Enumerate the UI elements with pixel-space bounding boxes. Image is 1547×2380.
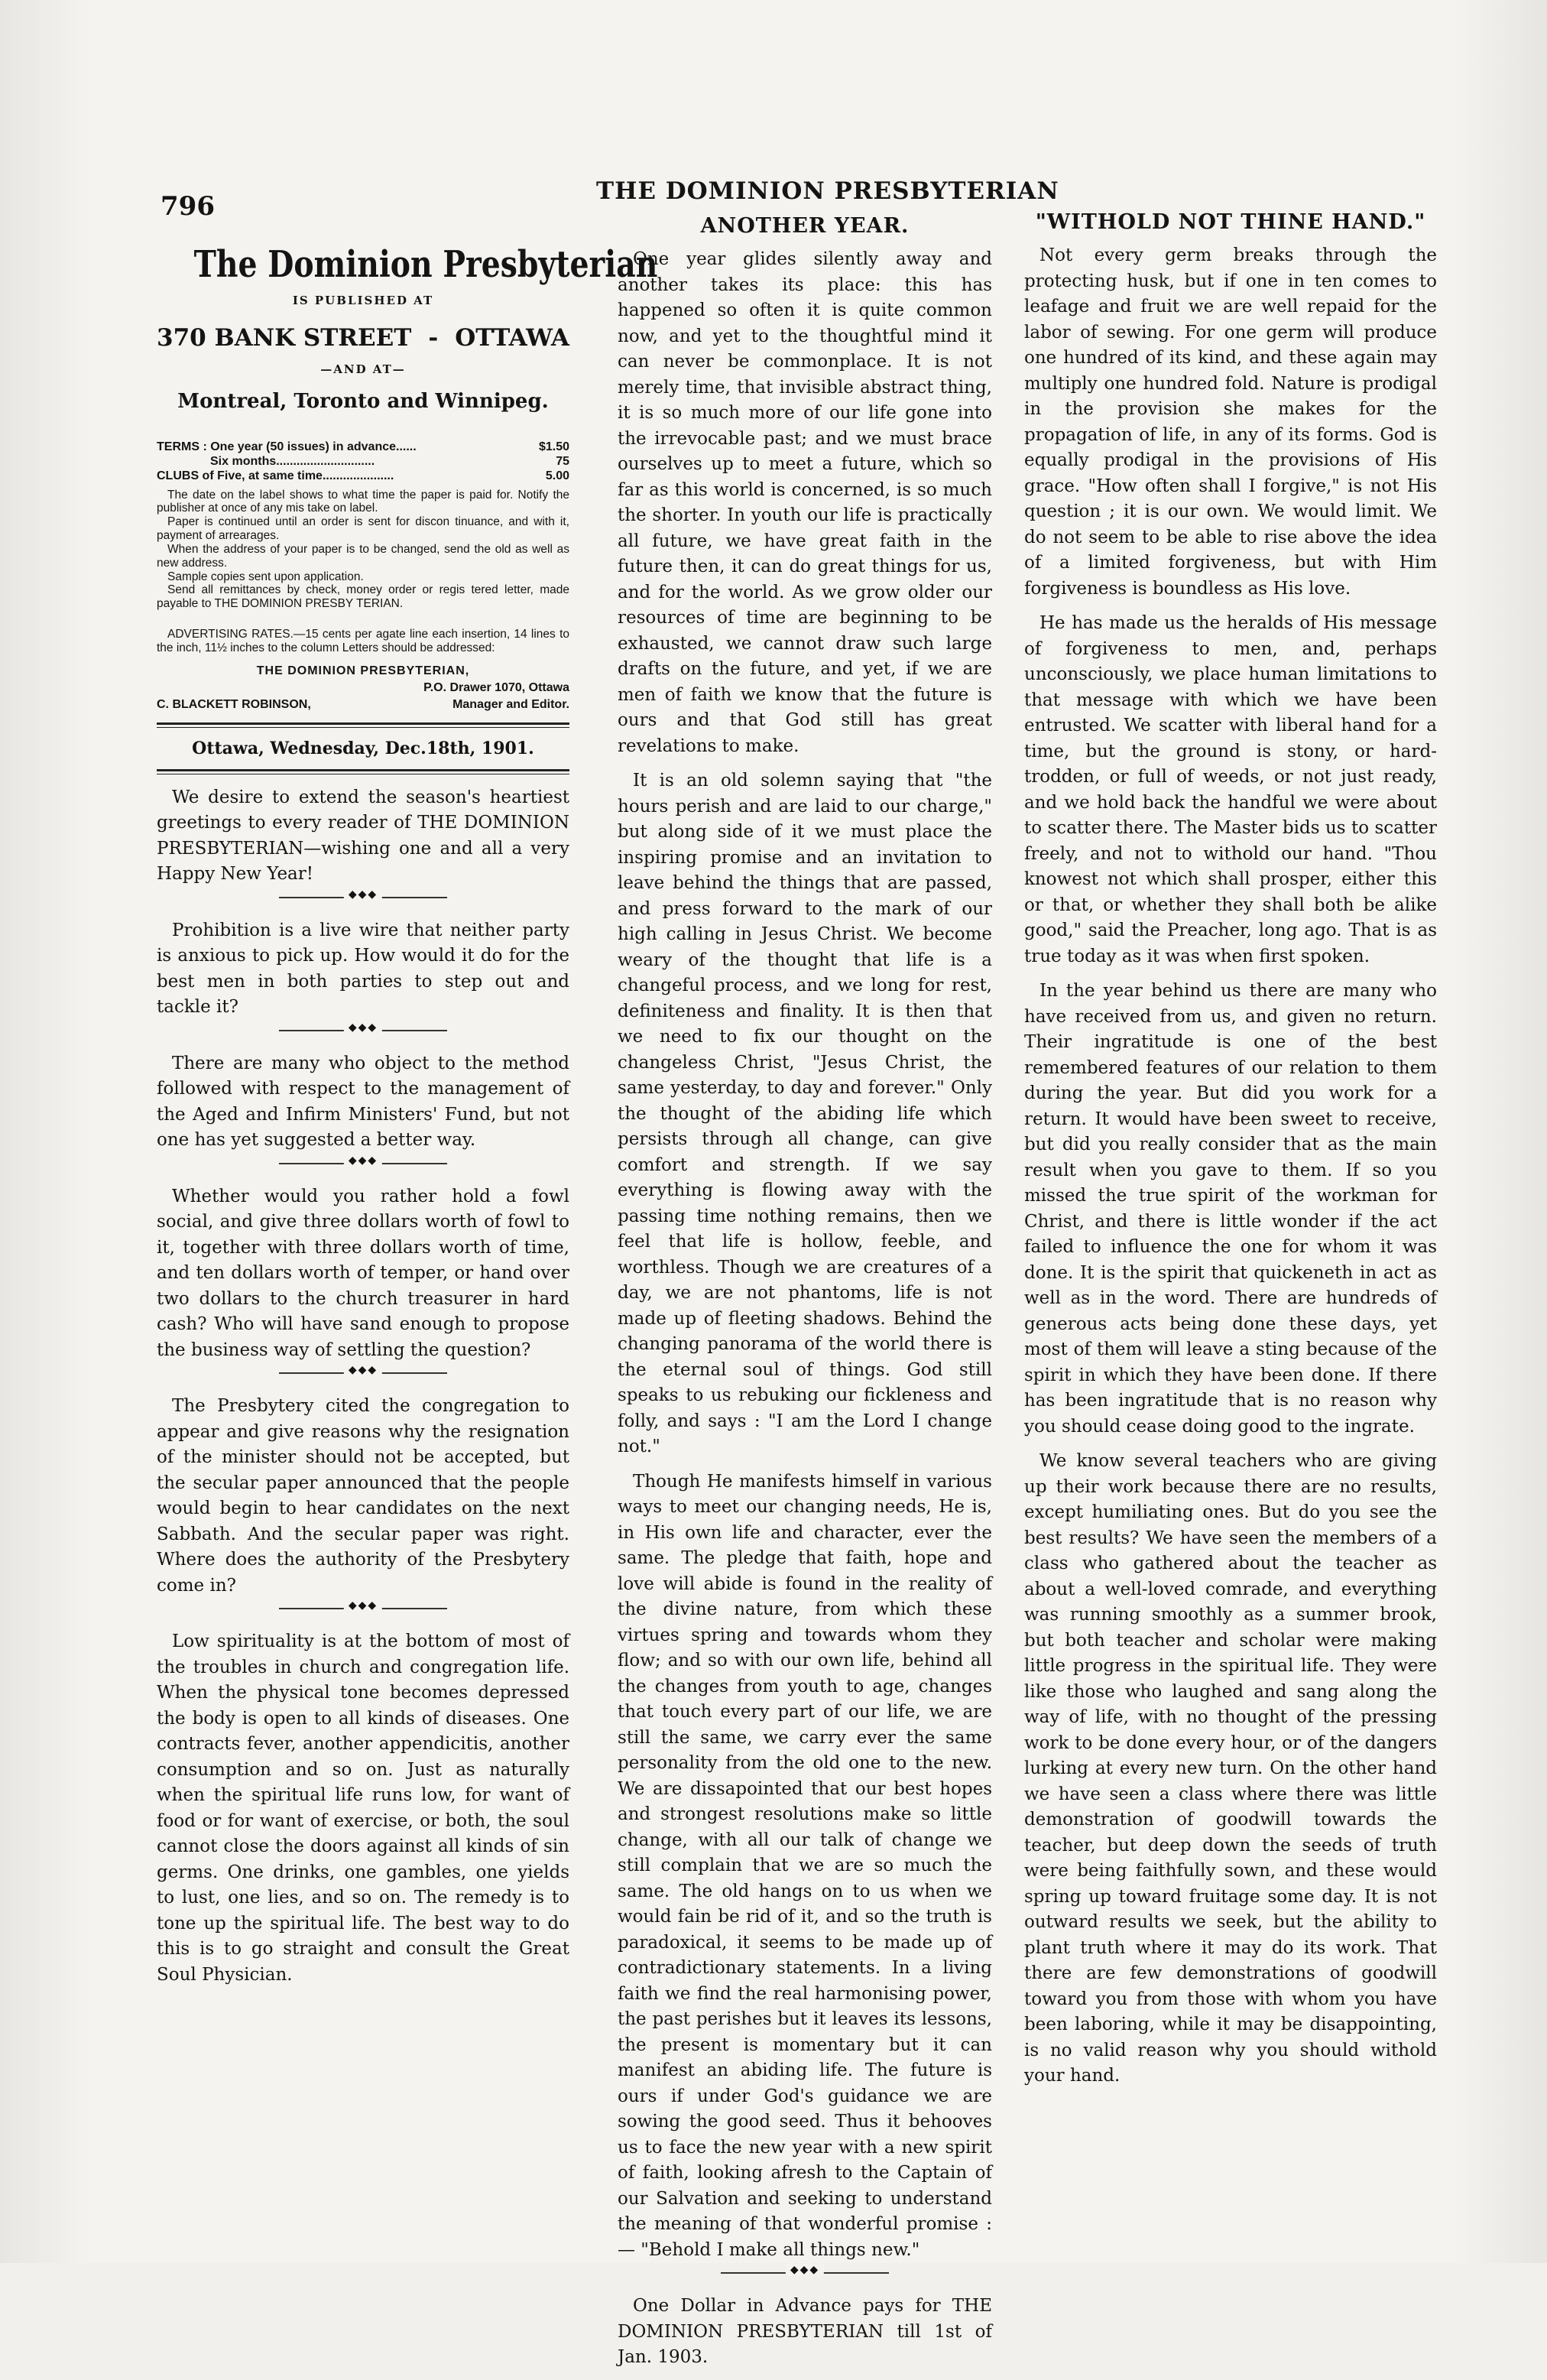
terms-value: $1.50 — [538, 440, 569, 453]
subscription-notices — [157, 489, 569, 611]
terms-label: CLUBS of Five, at same time..................... — [157, 469, 394, 482]
article-paragraph: Though He manifests himself in various ways to meet our changing needs, He is, in His own life and character, ever the same. The pledge that faith, hope and love will abide is found in the reality of the divine nature, from which these virtues spring and towards whom they flow; and so with our own life, behind all the changes from youth to age, changes that touch every part of our life, we are still the same, we carry ever the same personality from the old one to the new. We are dissapointed that our best hopes and strongest resolutions make so little change, with all our talk of change we still complain that we are so much the same. The old hangs on to us when we would fain be rid of it, and so the truth is paradoxical, it seems to be made up of contradictionary statements. In a living faith we find the real harmonising power, the past perishes but it leaves its lessons, the present is momentary but it can manifest an abiding life. The future is ours if under God's guidance we are sowing the good seed. Thus it behooves us to face the new year with a new spirit of faith, looking afresh to the Captain of our Salvation and seeking to understand the meaning of that wonderful promise :— "Behold I make all things new." — [618, 1471, 992, 2260]
branch-cities: Montreal, Toronto and Winnipeg. — [177, 390, 549, 413]
page-number: 796 — [161, 191, 215, 222]
middle-column — [618, 214, 992, 2380]
notice-text: When the address of your paper is to be changed, send the old as well as new address. — [157, 542, 569, 570]
city-name: OTTAWA — [455, 324, 569, 352]
street-address: 370 BANK STREET — [157, 324, 412, 352]
terms-label: TERMS : One year (50 issues) in advance...... — [157, 440, 417, 453]
ornament-divider — [279, 1154, 447, 1172]
advertising-rates: ADVERTISING RATES.—15 cents per agate line each insertion, 14 lines to the inch, 11½ inches to the column Letters should be addressed: — [157, 627, 569, 654]
publisher-name: THE DOMINION PRESBYTERIAN, — [256, 664, 470, 677]
ornament-divider — [721, 2264, 889, 2281]
terms-value: 5.00 — [545, 469, 569, 482]
and-at-label: —AND AT— — [320, 362, 406, 376]
notice-text: Send all remittances by check, money order or regis tered letter, made payable to THE DOMINION PRESBY TERIAN. — [157, 583, 569, 611]
ornament-icon: ◆◆◆ — [344, 1599, 382, 1612]
terms-row — [157, 469, 569, 484]
ornament-icon: ◆◆◆ — [344, 888, 382, 901]
article-paragraph: It is an old solemn saying that "the hours perish and are laid to our charge," but along side of it we must place the inspiring promise and an invitation to leave behind the things that are passed, and press forward to the mark of our high calling in Jesus Christ. We become weary of the thought that life is a changeful process, and we long for rest, definiteness and finality. It is then that we need to fix our thought on the changeless Christ, "Jesus Christ, the same yesterday, to day and forever." Only the thought of the abiding life which persists through all change, can give comfort and strength. If we say everything is flowing away with the passing time nothing remains, then we feel that life is hollow, feeble, and worthless. Though we are creatures of a day, we are not phantoms, life is not made up of fleeting shadows. Behind the changing panorama of the world there is the eternal soul of things. God still speaks to us rebuking our fickleness and folly, and says : "I am the Lord I change not." — [618, 771, 992, 1456]
manager-title: Manager and Editor. — [452, 697, 569, 711]
terms-row — [157, 455, 569, 469]
editorial-paragraph: Prohibition is a live wire that neither party is anxious to pick up. How would it do for the best men in both parties to step out and tackle it? — [157, 920, 569, 1018]
masthead-title: The Dominion Presbyterian — [193, 243, 658, 286]
article-paragraph: We know several teachers who are giving up their work because there are no results, except humiliating ones. But do you see the best results? We have seen the members of a class who gathered about the teacher as about a well-loved comrade, and everything was running smoothly as a summer brook, but both teacher and scholar were making little progress in the spiritual life. They were like those who laughed and sang along the way of life, with no thought of the pressing work to be done every hour, or of the dangers lurking at every new turn. On the other hand we have seen a class where there was little demonstration of goodwill towards the teacher, but deep down the seeds of truth were being faithfully sown, and these would spring up toward fruitage some day. It is not outward results we seek, but the ability to plant truth where it may do its work. That there are few demonstrations of goodwill toward you from those with whom you have been laboring, while it may be disappointing, is no valid reason why you should withold your hand. — [1024, 1451, 1437, 2086]
dateline: Ottawa, Wednesday, Dec.18th, 1901. — [192, 738, 534, 758]
article-title-another-year: ANOTHER YEAR. — [700, 214, 910, 238]
published-at-label: IS PUBLISHED AT — [292, 294, 434, 307]
terms-value: 75 — [556, 454, 569, 468]
notice-text: Paper is continued until an order is sent for discon tinuance, and with it, payment of arrearages. — [157, 515, 569, 543]
ornament-divider — [279, 1364, 447, 1382]
ornament-divider — [279, 1021, 447, 1039]
editorial-paragraph: Whether would you rather hold a fowl social, and give three dollars worth of fowl to it, together with three dollars worth of time, and ten dollars worth of temper, or hand over two dollars to the church treasurer in hard cash? Who will have sand enough to propose the business way of settling the question? — [157, 1186, 569, 1360]
article-paragraph: Not every germ breaks through the protecting husk, but if one in ten comes to leafage and fruit we are well repaid for the labor of sewing. For one germ will produce one hundred of its kind, and these again may multiply one hundred fold. Nature is prodigal in the provision she makes for the propagation of life, in any of its forms. God is equally prodigal in the provisions of His grace. "How often shall I forgive," is not His question ; it is our own. We would limit. We do not seem to be able to rise above the idea of a limited forgiveness, but with Him forgiveness is boundless as His love. — [1024, 245, 1437, 599]
publisher-box: P.O. Drawer 1070, Ottawa — [423, 680, 569, 694]
notice-text: The date on the label shows to what time the paper is paid for. Notify the publisher at once of any mis take on label. — [157, 488, 569, 515]
section-divider — [157, 722, 569, 728]
ornament-icon: ◆◆◆ — [786, 2264, 824, 2276]
editorial-paragraph: We desire to extend the season's heartiest greetings to every reader of THE DOMINION PRESBYTERIAN—wishing one and all a very Happy New Year! — [157, 787, 569, 885]
terms-table — [157, 440, 569, 484]
address-line — [157, 324, 569, 352]
ornament-icon: ◆◆◆ — [344, 1154, 382, 1167]
article-paragraph: In the year behind us there are many who have received from us, and given no return. Their ingratitude is one of the best remembered features of our relation to them during the year. But did you work for a return. It would have been sweet to receive, but did you really consider that as the main result when you gave to them. If so you missed the true spirit of the workman for Christ, and there is little wonder if the act failed to influence the one for whom it was done. It is the spirit that quickeneth in act as well as in the word. There are hundreds of generous acts being done these days, yet most of them will leave a sting because of the spirit in which they have been done. If there has been ingratitude that is no reason why you should cease doing good to the ingrate. — [1024, 981, 1437, 1437]
ornament-divider — [279, 888, 447, 906]
address-dash: - — [428, 324, 439, 352]
terms-row — [157, 440, 569, 455]
right-column — [1024, 210, 1437, 2099]
section-divider — [157, 769, 569, 774]
left-column — [157, 229, 658, 1997]
running-head: THE DOMINION PRESBYTERIAN — [596, 177, 1059, 205]
editorial-paragraph: The Presbytery cited the congregation to appear and give reasons why the resignation of the minister should not be accepted, but the secular paper announced that the people would begin to hear candidates on the next Sabbath. And the secular paper was right. Where does the authority of the Presbytery come in? — [157, 1396, 569, 1596]
article-title-withold: "WITHOLD NOT THINE HAND." — [1035, 210, 1426, 234]
ornament-icon: ◆◆◆ — [344, 1364, 382, 1376]
manager-name: C. BLACKETT ROBINSON, — [157, 697, 311, 711]
terms-label: Six months............................. — [210, 454, 375, 468]
subscription-offer: One Dollar in Advance pays for THE DOMINION PRESBYTERIAN till 1st of Jan. 1903. — [618, 2296, 992, 2367]
ornament-divider — [279, 1599, 447, 1617]
editorial-paragraph: There are many who object to the method followed with respect to the management of the Aged and Infirm Ministers' Fund, but not one has yet suggested a better way. — [157, 1053, 569, 1151]
ornament-icon: ◆◆◆ — [344, 1021, 382, 1034]
manager-line — [157, 698, 569, 712]
article-paragraph: One year glides silently away and another takes its place: this has happened so often it is quite common now, and yet to the thoughtful mind it can never be commonplace. It is not merely time, that invisible abstract thing, it is so much more of our life gone into the irrevocable past; and we must brace ourselves up to meet a future, which so far as this world is concerned, is so much the shorter. In youth our life is practically all future, we have great faith in the future then, it can do great things for us, and for the world. As we grow older our resources of time are beginning to be exhausted, we cannot draw such large drafts on the future, and yet, if we are men of faith we know that the future is ours and that God still has great revelations to make. — [618, 249, 992, 756]
article-paragraph: He has made us the heralds of His message of forgiveness to men, and, perhaps unconsciously, we place human limitations to that message with which we have been entrusted. We scatter with liberal hand for a time, but the ground is stony, or hard-trodden, or full of weeds, or not just ready, and we hold back the handful we were about to scatter there. The Master bids us to scatter freely, and not to withold our hand. "Thou knowest not which shall prosper, either this or that, or whether they shall both be alike good," said the Preacher, long ago. That is as true today as it was when first spoken. — [1024, 613, 1437, 966]
notice-text: Sample copies sent upon application. — [167, 570, 364, 583]
editorial-paragraph: Low spirituality is at the bottom of most of the troubles in church and congregation life. When the physical tone becomes depressed the body is open to all kinds of diseases. One contracts fever, another appendicitis, another consumption and so on. Just as naturally when the spiritual life runs low, for want of food or for want of exercise, or both, the soul cannot close the doors against all kinds of sin germs. One drinks, one gambles, one yields to lust, one lies, and so on. The remedy is to tone up the spiritual life. The best way to do this is to go straight and consult the Great Soul Physician. — [157, 1632, 569, 1985]
